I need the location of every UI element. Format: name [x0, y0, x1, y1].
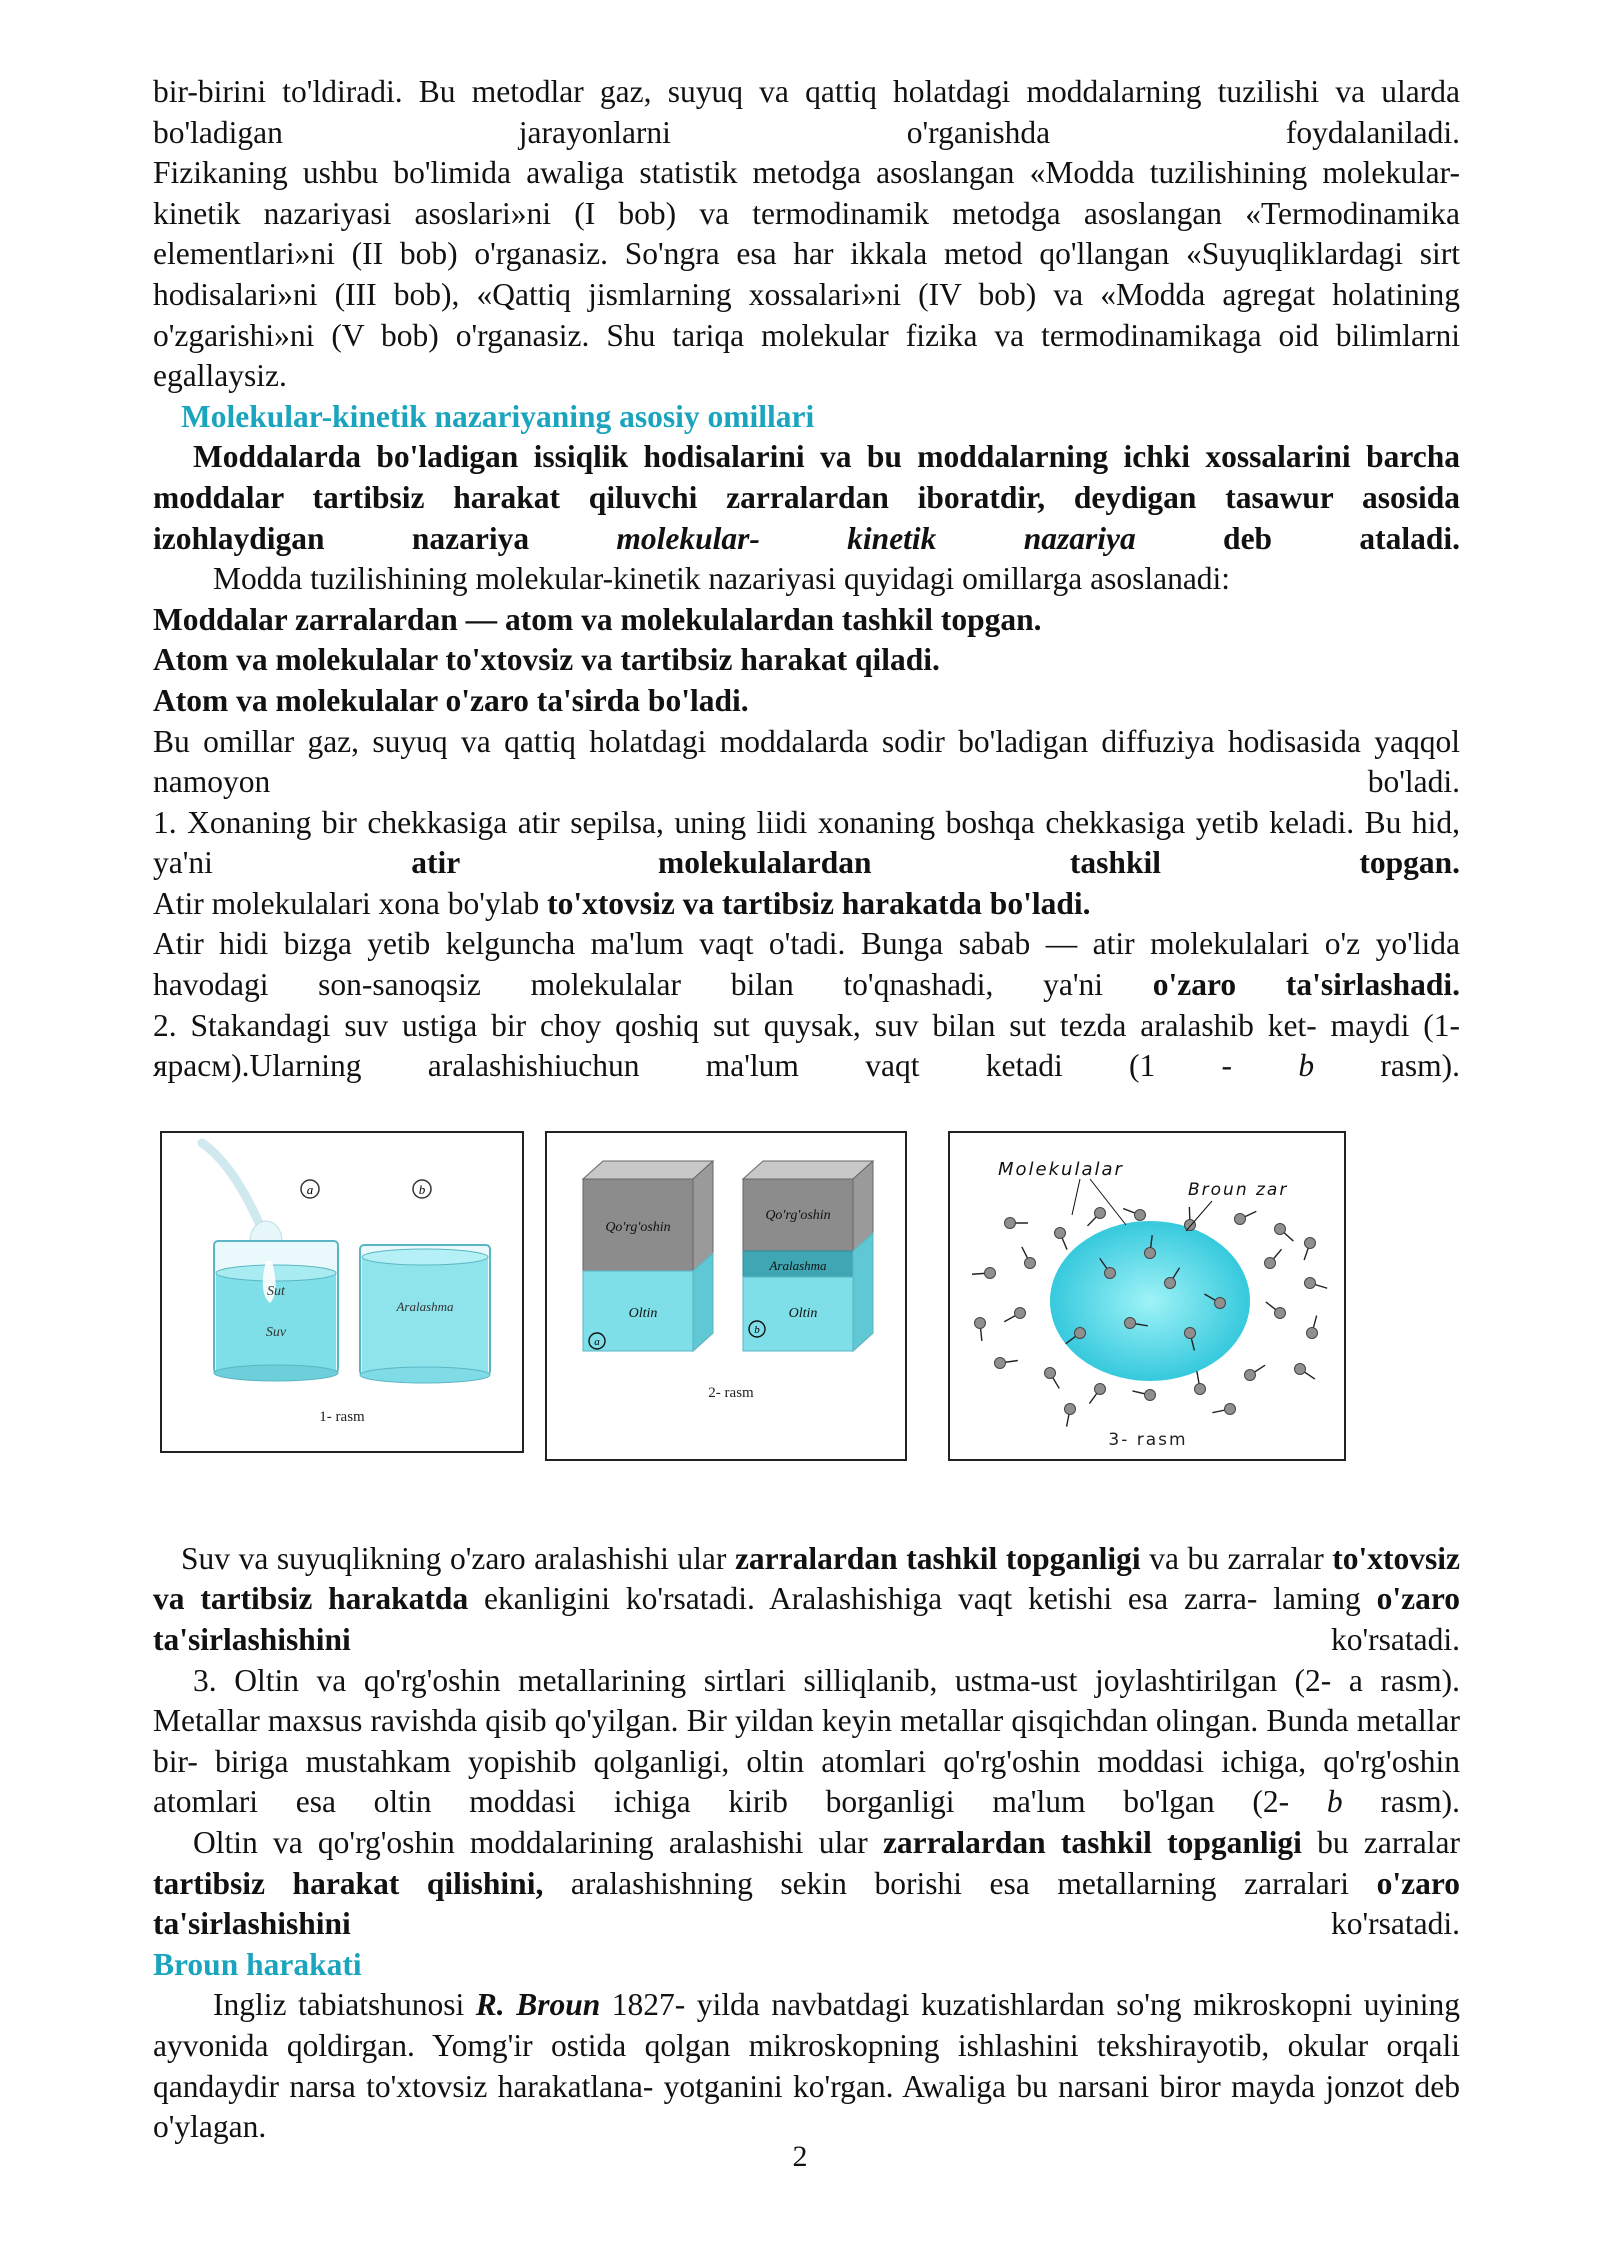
mixture-label: Aralashma	[396, 1298, 454, 1314]
molecule-icon	[1215, 1297, 1226, 1308]
factor-2: Atom va molekulalar to'xtovsiz va tartibsiz harakat qiladi.	[153, 642, 940, 678]
molecule-icon	[1065, 1403, 1076, 1414]
figure-2-caption: 2- rasm	[708, 1384, 754, 1401]
figure-1-drawing	[162, 1133, 522, 1451]
broun-label: Broun zar	[1188, 1179, 1289, 1200]
paragraph: Ingliz tabiatshunosi R. Broun 1827- yilda navbatdagi kuzatishlardan so'ng mikroskopni uyining ayvonida qoldirgan. Yomg'ir ostida qolgan mikroskopning ishlashini tekshirayotib, okular orqali qandaydir narsa to'xtovsiz harakatlana- yotganini ko'rgan. Awaliga bu narsani biror mayda jonzot deb o'ylagan.	[153, 1987, 1461, 2145]
molecule-icon	[1015, 1307, 1026, 1318]
figure-3-drawing	[950, 1133, 1344, 1459]
molecule-icon	[1105, 1267, 1116, 1278]
molecule-icon	[1235, 1213, 1246, 1224]
molecule-icon	[1195, 1383, 1206, 1394]
figure-1	[160, 1131, 524, 1453]
paragraph: Oltin va qo'rg'oshin moddalarining aralashishi ular zarralardan tashkil topganligi bu zarralar tartibsiz harakat qilishini, aralashishning sekin borishi esa metallarning zarralari o'zaro ta'sirlashishini ko'rsatadi.	[153, 1825, 1460, 1942]
figure-2-label-b: b	[754, 1323, 760, 1336]
figure-1-label-b: b	[418, 1181, 426, 1197]
factor-3: Atom va molekulalar o'zaro ta'sirda bo'ladi.	[153, 682, 749, 718]
molecule-icon	[985, 1267, 996, 1278]
molecule-icon	[1295, 1363, 1306, 1374]
definition-paragraph: Moddalarda bo'ladigan issiqlik hodisalarini va bu moddalarning ichki xossalarini barcha moddalar tartibsiz harakat qiluvchi zarralardan iboratdir, deydigan tasawur asosida izohlaydigan nazariya molekular- kinetik nazariya deb ataladi.	[153, 439, 1460, 556]
molecule-icon	[1165, 1277, 1176, 1288]
molecule-icon	[1307, 1327, 1318, 1338]
molecule-icon	[1145, 1389, 1156, 1400]
molecule-icon	[1025, 1257, 1036, 1268]
molecule-icon	[1305, 1277, 1316, 1288]
molecule-icon	[1005, 1217, 1016, 1228]
molecule-icon	[1265, 1257, 1276, 1268]
molecule-icon	[1055, 1227, 1066, 1238]
figure-3-caption: 3- rasm	[1108, 1429, 1188, 1450]
gold-label-b: Oltin	[788, 1305, 818, 1321]
spoon-icon	[202, 1143, 260, 1225]
molecule-icon	[1185, 1219, 1196, 1230]
section-heading: Molekular-kinetik nazariyaning asosiy omillari	[181, 398, 815, 434]
figure-2	[545, 1131, 907, 1461]
paragraph: 1. Xonaning bir chekkasiga atir sepilsa, uning liidi xonaning boshqa chekkasiga yetib keladi. Bu hid, ya'ni atir molekulalardan tashkil topgan.	[153, 804, 1460, 881]
lead-label-b: Qo'rg'oshin	[765, 1207, 831, 1223]
paragraph: Atir hidi bizga yetib kelguncha ma'lum vaqt o'tadi. Bunga sabab — atir molekulalari o'z yo'lida havodagi son-sanoqsiz molekulalar bilan to'qnashadi, ya'ni o'zaro ta'sirlashadi.	[153, 926, 1460, 1003]
molecule-icon	[995, 1357, 1006, 1368]
molecule-icon	[1185, 1327, 1196, 1338]
figure-1-label-a: a	[306, 1181, 314, 1197]
molecules-label: Molekulalar	[998, 1158, 1124, 1180]
molecule-icon	[1275, 1223, 1286, 1234]
section-heading: Broun harakati	[153, 1946, 362, 1982]
paragraph: Suv va suyuqlikning o'zaro aralashishi ular zarralardan tashkil topganligi va bu zarralar to'xtovsiz va tartibsiz harakatda ekanligini ko'rsatadi. Aralashishiga vaqt ketishi esa zarra- laming o'zaro ta'sirlashishini ko'rsatadi.	[153, 1540, 1460, 1658]
molecule-icon	[1225, 1403, 1236, 1414]
page-number: 2	[792, 2140, 808, 2173]
figure-2-label-a: a	[594, 1335, 600, 1348]
paragraph: Modda tuzilishining molekular-kinetik nazariyasi quyidagi omillarga asoslanadi:	[213, 561, 1231, 597]
molecule-icon	[1135, 1209, 1146, 1220]
lead-label-a: Qo'rg'oshin	[605, 1219, 671, 1235]
gold-label-a: Oltin	[628, 1305, 658, 1321]
paragraph: bir-birini to'ldiradi. Bu metodlar gaz, suyuq va qattiq holatdagi moddalarning tuzilishi va ularda bo'ladigan jarayonlarni o'rganishda foydalaniladi.	[153, 74, 1460, 150]
paragraph: Bu omillar gaz, suyuq va qattiq holatdagi moddalarda sodir bo'ladigan diffuziya hodisasida yaqqol namoyon bo'ladi.	[153, 723, 1460, 800]
molecule-icon	[975, 1317, 986, 1328]
page-content	[153, 72, 1460, 2148]
figure-row	[153, 1131, 1460, 1539]
figure-3	[948, 1131, 1346, 1461]
factor-1: Moddalar zarralardan — atom va molekulalardan tashkil topgan.	[153, 601, 1042, 637]
molecule-icon	[1075, 1327, 1086, 1338]
molecule-icon	[1095, 1207, 1106, 1218]
paragraph: 3. Oltin va qo'rg'oshin metallarining sirtlari silliqlanib, ustma-ust joylashtirilgan (2- a rasm). Metallar maxsus ravishda qisib qo'yilgan. Bir yildan keyin metallar qisqichdan olingan. Bunda metallar bir- biriga mustahkam yopishib qolganligi, oltin atomlari qo'rg'oshin moddasi ichiga, qo'rg'oshin atomlari esa oltin moddasi ichiga kirib borganligi ma'lum bo'lgan (2- b rasm).	[153, 1662, 1460, 1820]
water-label: Suv	[265, 1324, 287, 1340]
paragraph: 2. Stakandagi suv ustiga bir choy qoshiq sut quysak, suv bilan sut tezda aralashib ket- maydi (1-ярасм).Ularning aralashishiuchun ma'lum vaqt ketadi (1 - b rasm).	[153, 1007, 1460, 1084]
molecule-icon	[1145, 1247, 1156, 1258]
molecule-icon	[1275, 1307, 1286, 1318]
figure-1-caption: 1- rasm	[319, 1408, 365, 1425]
paragraph: Atir molekulalari xona bo'ylab to'xtovsiz va tartibsiz harakatda bo'ladi.	[153, 885, 1091, 921]
molecule-icon	[1305, 1237, 1316, 1248]
milk-label: Sut	[267, 1283, 285, 1299]
paragraph: Fizikaning ushbu bo'limida awaliga statistik metodga asoslangan «Modda tuzilishining molekular-kinetik nazariyasi asoslari»ni (I bob) va termodinamik metodga asoslangan «Termodinamika elementlari»ni (II bob) o'rganasiz. So'ngra esa har ikkala metod qo'llangan «Suyuqliklardagi sirt hodisalari»ni (III bob), «Qattiq jismlarning xossalari»ni (IV bob) va «Modda agregat holatining o'zgarishi»ni (V bob) o'rganasiz. Shu tariqa molekular fizika va termodinamikaga oid bilimlarni egallaysiz.	[153, 155, 1460, 394]
figure-2-drawing	[547, 1133, 905, 1459]
molecule-icon	[1125, 1317, 1136, 1328]
molecule-icon	[1245, 1369, 1256, 1380]
molecule-icon	[1095, 1383, 1106, 1394]
mixture-label-2: Aralashma	[769, 1257, 827, 1273]
molecule-icon	[1045, 1367, 1056, 1378]
